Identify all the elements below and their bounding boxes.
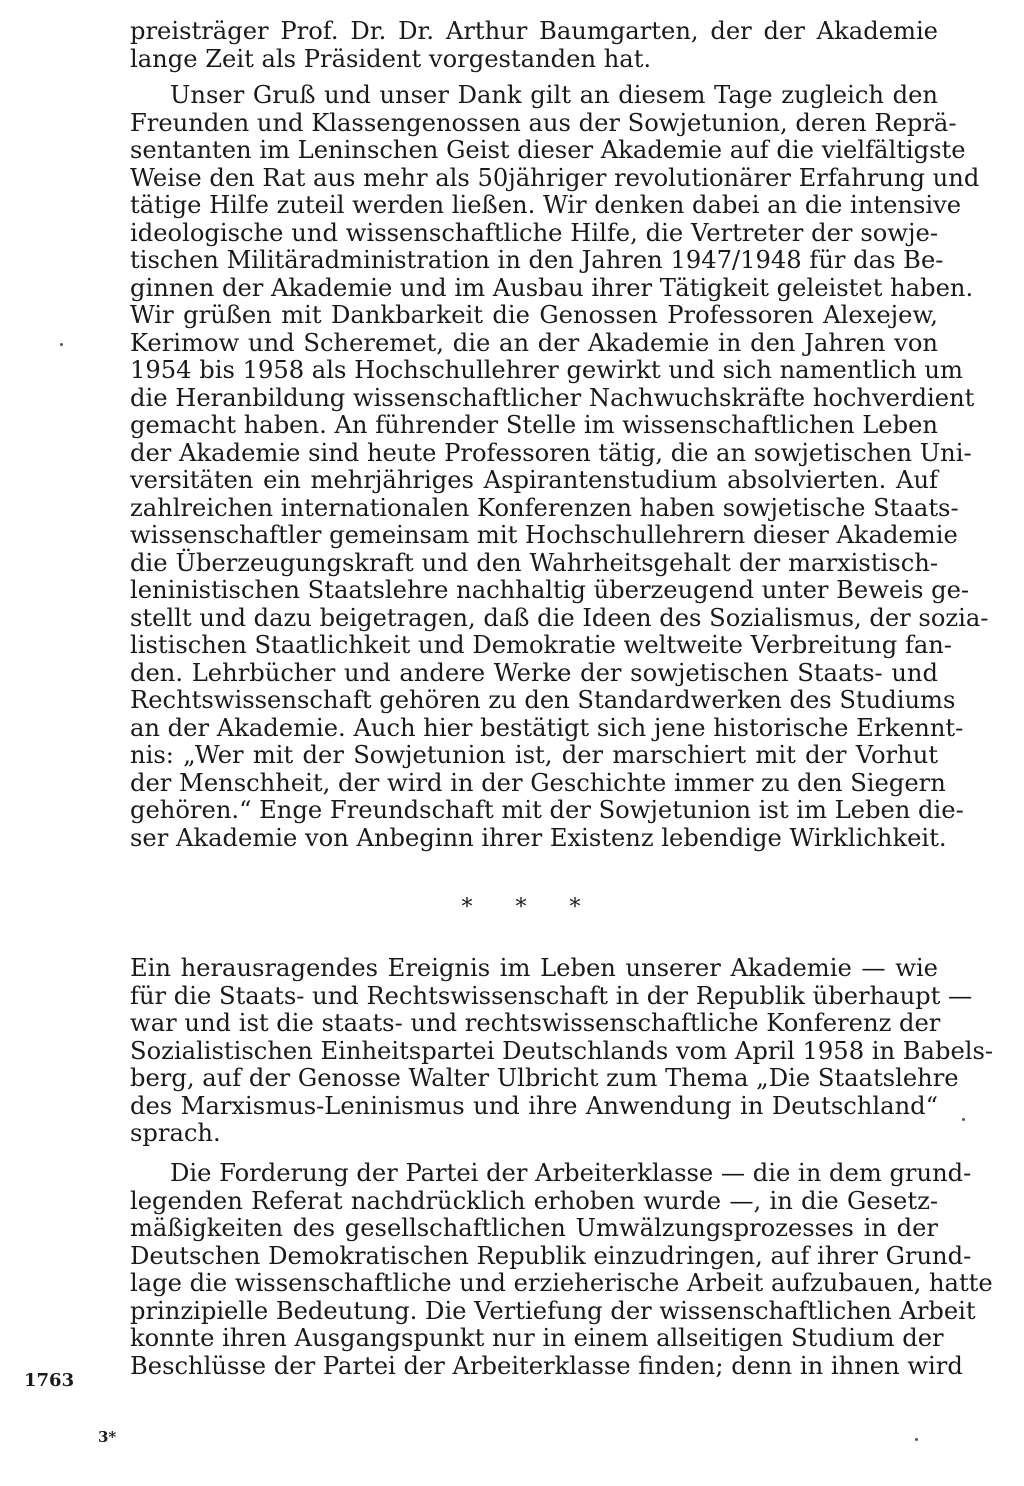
paragraph-party-demand [130,1159,993,1380]
signature-mark: 3* [98,1428,117,1446]
page-number: 1763 [24,1370,75,1391]
text-line: an der Akademie. Auch hier bestätigt sich jene historische Erkennt- [130,713,964,742]
text-line: nis: „Wer mit der Sowjetunion ist, der marschiert mit der Vorhut [130,741,938,769]
text-line: prinzipielle Bedeutung. Die Vertiefung der wissenschaftlichen Arbeit [130,1296,976,1325]
text-line: gehören.“ Enge Freundschaft mit der Sowjetunion ist im Leben die- [130,796,964,824]
text-line: ideologische und wissenschaftliche Hilfe, die Vertreter der sowje- [130,218,938,247]
text-line: konnte ihren Ausgangspunkt nur in einem allseitigen Studium der [130,1324,944,1352]
text-line: Wir grüßen mit Dankbarkeit die Genossen Professoren Alexejew, [130,301,938,329]
text-line: ser Akademie von Anbeginn ihrer Existenz lebendige Wirklichkeit. [130,823,947,852]
text-line: versitäten ein mehrjähriges Aspirantenstudium absolvierten. Auf [130,466,938,494]
text-line: lange Zeit als Präsident vorgestanden hat. [130,44,652,73]
text-line: Freunden und Klassengenossen aus der Sowjetunion, deren Reprä- [130,108,957,137]
text-line: des Marxismus-Leninismus und ihre Anwendung in Deutschland“ [130,1091,938,1120]
text-line: zahlreichen internationalen Konferenzen haben sowjetische Staats- [130,493,959,522]
paragraph-continuation [130,18,938,73]
paragraph-babelsberg-conference [130,954,994,1148]
text-line: Rechtswissenschaft gehören zu den Standardwerken des Studiums [130,686,956,714]
text-line: die Überzeugungskraft und den Wahrheitsgehalt der marxistisch- [130,548,938,577]
text-line: der Menschheit, der wird in der Geschichte immer zu den Siegern [130,768,946,797]
text-line: der Akademie sind heute Professoren tätig, die an sowjetischen Uni- [130,438,972,467]
text-line: wissenschaftler gemeinsam mit Hochschullehrern dieser Akademie [130,521,958,549]
text-line: war und ist die staats- und rechtswissenschaftliche Konferenz der [130,1009,941,1037]
text-line: für die Staats- und Rechtswissenschaft in der Republik überhaupt — [130,981,973,1010]
scan-speck [60,343,63,346]
scan-speck [962,1118,965,1121]
text-line: tischen Militäradministration in den Jahren 1947/1948 für das Be- [130,246,944,274]
text-line: lage die wissenschaftliche und erzieherische Arbeit aufzubauen, hatte [130,1269,993,1297]
section-separator: * * * [461,895,599,920]
text-line: berg, auf der Genosse Walter Ulbricht zum Thema „Die Staatslehre [130,1064,959,1092]
text-line: den. Lehrbücher und andere Werke der sowjetischen Staats- und [130,658,938,687]
text-line: listischen Staatlichkeit und Demokratie weltweite Verbreitung fan- [130,631,952,659]
text-line: Unser Gruß und unser Dank gilt an diesem Tage zugleich den [170,81,938,109]
text-line: die Heranbildung wissenschaftlicher Nachwuchskräfte hochverdient [130,383,975,412]
scan-speck [915,1438,918,1441]
text-line: sentanten im Leninschen Geist dieser Akademie auf die vielfältigste [130,136,966,164]
text-line: Sozialistischen Einheitspartei Deutschlands vom April 1958 in Babels- [130,1036,994,1065]
text-line: ginnen der Akademie und im Ausbau ihrer Tätigkeit geleistet haben. [130,273,974,302]
text-line: Beschlüsse der Partei der Arbeiterklasse finden; denn in ihnen wird [130,1351,963,1380]
text-line: mäßigkeiten des gesellschaftlichen Umwälzungsprozesses in der [130,1214,938,1242]
text-line: sprach. [130,1119,221,1147]
text-line: gemacht haben. An führender Stelle im wissenschaftlichen Leben [130,411,938,439]
text-line: tätige Hilfe zuteil werden ließen. Wir denken dabei an die intensive [130,191,962,219]
text-line: Kerimow und Scheremet, die an der Akademie in den Jahren von [130,328,938,357]
text-line: Weise den Rat aus mehr als 50jähriger revolutionärer Erfahrung und [130,163,980,192]
paragraph-soviet-thanks [130,81,989,852]
text-line: legenden Referat nachdrücklich erhoben wurde —, in die Gesetz- [130,1186,938,1215]
text-line: stellt und dazu beigetragen, daß die Ideen des Sozialismus, der sozia- [130,603,989,632]
text-line: 1954 bis 1958 als Hochschullehrer gewirkt und sich namentlich um [130,356,963,384]
text-line: Die Forderung der Partei der Arbeiterklasse — die in dem grund- [170,1159,972,1187]
text-line: preisträger Prof. Dr. Dr. Arthur Baumgarten, der der Akademie [130,17,938,45]
text-line: Deutschen Demokratischen Republik einzudringen, auf ihrer Grund- [130,1241,972,1270]
text-line: leninistischen Staatslehre nachhaltig überzeugend unter Beweis ge- [130,576,970,604]
text-line: Ein herausragendes Ereignis im Leben unserer Akademie — wie [130,954,938,982]
